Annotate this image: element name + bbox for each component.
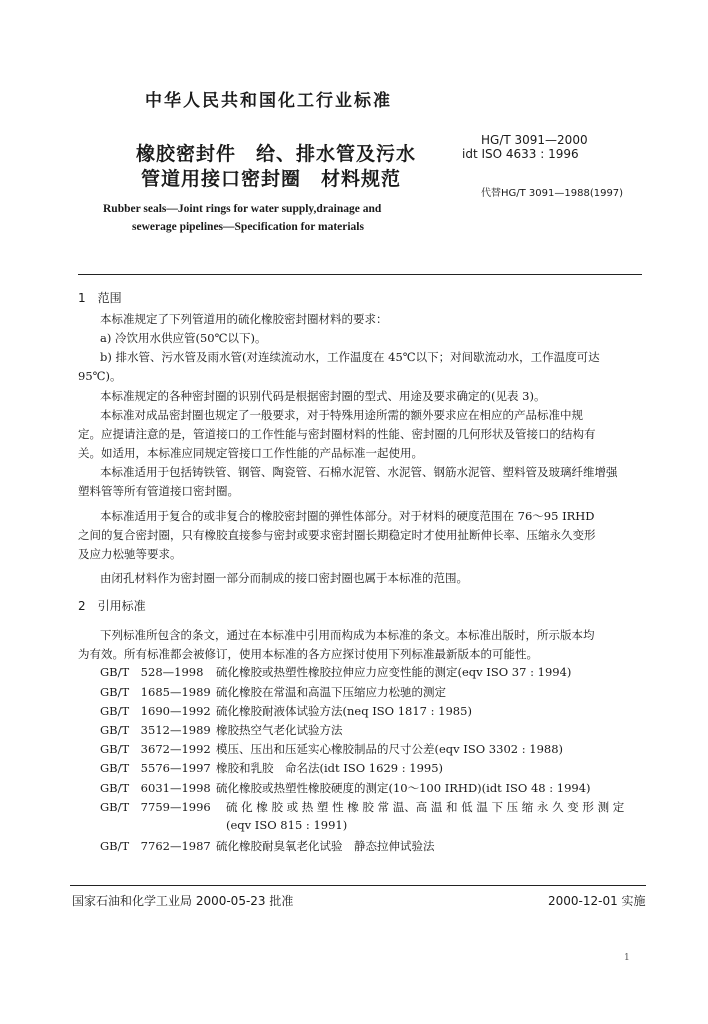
reference-title: 硫化橡胶在常温和高温下压缩应力松驰的测定 xyxy=(216,685,446,699)
reference-code: GB/T 3672—1992 xyxy=(100,742,211,756)
paragraph-line: a) 冷饮用水供应管(50℃以下)。 xyxy=(100,331,267,345)
title-en-line1: Rubber seals—Joint rings for water supply,drainage and xyxy=(103,203,382,215)
section-1-heading: 1 范围 xyxy=(78,291,122,305)
paragraph-line: b) 排水管、污水管及雨水管(对连续流动水，工作温度在 45℃以下；对间歇流动水，工作温度可达 xyxy=(100,350,600,364)
iso-equivalence: idt ISO 4633 : 1996 xyxy=(462,147,579,161)
title-cn-line2: 管道用接口密封圈 材料规范 xyxy=(141,168,402,190)
reference-code: GB/T 1690—1992 xyxy=(100,704,211,718)
paragraph-line: 本标准适用于复合的或非复合的橡胶密封圈的弹性体部分。对于材料的硬度范围在 76～95 IRHD xyxy=(100,509,595,523)
header-divider xyxy=(78,274,642,275)
paragraph-line: 为有效。所有标准都会被修订，使用本标准的各方应探讨使用下列标准最新版本的可能性。 xyxy=(78,647,538,661)
reference-code: GB/T 7759—1996 xyxy=(100,800,211,814)
reference-code: GB/T 7762—1987 xyxy=(100,839,211,853)
footer-divider xyxy=(70,885,646,886)
title-cn-line1: 橡胶密封件 给、排水管及污水 xyxy=(136,143,417,165)
paragraph-line: 本标准规定的各种密封圈的识别代码是根据密封圈的型式、用途及要求确定的(见表 3)。 xyxy=(100,389,546,403)
paragraph-line: 之间的复合密封圈，只有橡胶直接参与密封或要求密封圈长期稳定时才使用扯断伸长率、压缩永久变形 xyxy=(78,528,596,542)
reference-title: 硫 化 橡 胶 或 热 塑 性 橡 胶 常 温、高 温 和 低 温 下 压 缩 永 久 变 形 测 定 xyxy=(226,800,625,814)
industry-standard-heading: 中华人民共和国化工行业标准 xyxy=(145,91,392,111)
paragraph-line: 95℃)。 xyxy=(78,369,122,383)
reference-code: GB/T 5576—1997 xyxy=(100,761,211,775)
reference-title: 硫化橡胶或热塑性橡胶拉伸应力应变性能的测定(eqv ISO 37 : 1994) xyxy=(216,665,572,679)
reference-title: 硫化橡胶耐液体试验方法(neq ISO 1817 : 1985) xyxy=(216,704,472,718)
paragraph-line: 塑料管等所有管道接口密封圈。 xyxy=(78,484,239,498)
reference-title: 硫化橡胶耐臭氧老化试验 静态拉伸试验法 xyxy=(216,839,435,853)
paragraph-line: 本标准对成品密封圈也规定了一般要求，对于特殊用途所需的额外要求应在相应的产品标准中规 xyxy=(100,408,583,422)
page-number: 1 xyxy=(624,953,630,963)
reference-title-continued: (eqv ISO 815 : 1991) xyxy=(226,818,348,832)
title-en-line2: sewerage pipelines—Specification for materials xyxy=(132,221,364,233)
paragraph-line: 由闭孔材料作为密封圈一部分而制成的接口密封圈也属于本标准的范围。 xyxy=(100,571,468,585)
standard-code: HG/T 3091—2000 xyxy=(481,133,588,147)
paragraph-line: 定。应提请注意的是，管道接口的工作性能与密封圈材料的性能、密封圈的几何形状及管接口的结构有 xyxy=(78,427,596,441)
section-2-heading: 2 引用标准 xyxy=(78,599,146,613)
paragraph-line: 本标准规定了下列管道用的硫化橡胶密封圈材料的要求： xyxy=(100,312,388,326)
reference-title: 模压、压出和压延实心橡胶制品的尺寸公差(eqv ISO 3302 : 1988) xyxy=(216,742,564,756)
paragraph-line: 及应力松驰等要求。 xyxy=(78,547,182,561)
reference-code: GB/T 6031—1998 xyxy=(100,781,211,795)
reference-title: 硫化橡胶或热塑性橡胶硬度的测定(10～100 IRHD)(idt ISO 48 : 1994) xyxy=(216,781,591,795)
reference-code: GB/T 3512—1989 xyxy=(100,723,211,737)
paragraph-line: 本标准适用于包括铸铁管、钢管、陶瓷管、石棉水泥管、水泥管、钢筋水泥管、塑料管及玻璃纤维增强 xyxy=(100,465,618,479)
reference-code: GB/T 528—1998 xyxy=(100,665,204,679)
approval-date: 国家石油和化学工业局 2000-05-23 批准 xyxy=(72,894,294,908)
reference-title: 橡胶和乳胶 命名法(idt ISO 1629 : 1995) xyxy=(216,761,444,775)
reference-title: 橡胶热空气老化试验方法 xyxy=(216,723,343,737)
paragraph-line: 下列标准所包含的条文，通过在本标准中引用而构成为本标准的条文。本标准出版时，所示版本均 xyxy=(100,628,595,642)
reference-code: GB/T 1685—1989 xyxy=(100,685,211,699)
effective-date: 2000-12-01 实施 xyxy=(548,894,646,908)
paragraph-line: 关。如适用，本标准应同规定管接口工作性能的产品标准一起使用。 xyxy=(78,446,423,460)
replaces-standard: 代替HG/T 3091—1988(1997) xyxy=(481,188,624,199)
